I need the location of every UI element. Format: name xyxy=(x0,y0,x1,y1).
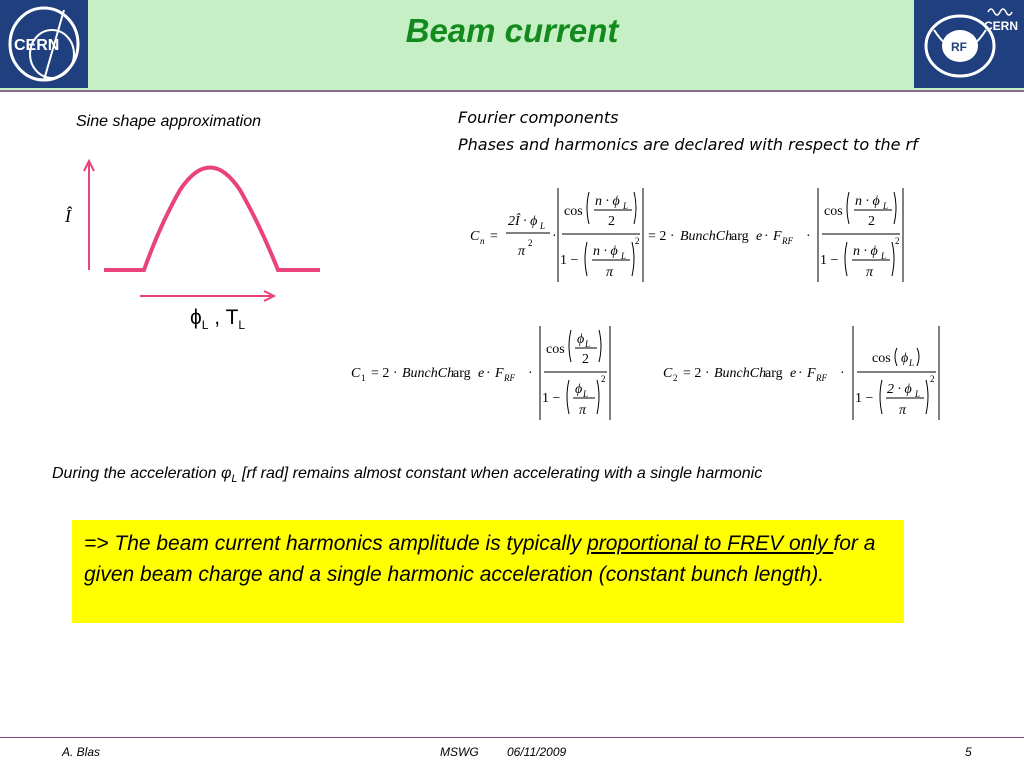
cn-den-pi2: π xyxy=(606,265,614,280)
footer-author: A. Blas xyxy=(62,745,101,759)
cn-dot-3: · xyxy=(806,229,811,244)
c1-cos-num: ϕ xyxy=(577,332,585,347)
cern-rf-logo xyxy=(914,0,1024,88)
c2-one-minus: 1 − xyxy=(855,391,874,406)
c1-dot-2: · xyxy=(528,366,533,381)
cn2-one-minus: 1 − xyxy=(820,253,839,268)
conclusion-part-1: => The beam current harmonics amplitude is typically xyxy=(84,532,588,555)
cn2-den-num: n · ϕ xyxy=(853,244,878,259)
sine-caption: Sine shape approximation xyxy=(76,113,262,130)
slide-title: Beam current xyxy=(405,12,619,49)
t-label: , T xyxy=(208,306,239,329)
cn-cos-num-sub: L xyxy=(623,201,629,211)
sine-pulse-diagram xyxy=(40,145,380,385)
c2-cos: cos xyxy=(872,351,891,366)
cn-cos-den: 2 xyxy=(608,214,615,229)
c1-symbol: C xyxy=(351,366,361,381)
cern-small-text: CERN xyxy=(984,19,1019,33)
slide-footer xyxy=(0,737,1024,769)
cn-bunch: BunchCh xyxy=(680,229,733,244)
footer-meeting: MSWG xyxy=(440,745,479,759)
c2-den-num: 2 · ϕ xyxy=(887,382,912,397)
fourier-caption xyxy=(458,104,918,158)
c1-den-num-sub: L xyxy=(583,389,589,399)
cn2-cos-num: n · ϕ xyxy=(855,194,880,209)
c1-dot: · xyxy=(486,366,491,381)
equation-cn xyxy=(460,180,920,290)
cn-num-sub: L xyxy=(540,221,546,231)
t-subscript: L xyxy=(238,318,246,333)
cn2-cos: cos xyxy=(824,204,843,219)
c1-cos-den: 2 xyxy=(582,352,589,367)
cn2-den-pi: π xyxy=(866,265,874,280)
cn-cos: cos xyxy=(564,204,583,219)
c1-cos-num-sub: L xyxy=(585,339,591,349)
cn-e: e xyxy=(756,229,763,244)
c1-one-minus: 1 − xyxy=(542,391,561,406)
equation-c2 xyxy=(657,322,957,422)
pulse-width-label xyxy=(190,306,245,332)
phi-subscript: L xyxy=(201,318,209,333)
equation-c1 xyxy=(345,322,635,422)
cn-arg: arg xyxy=(731,229,749,244)
footer-date: 06/11/2009 xyxy=(507,745,567,759)
c1-e: e xyxy=(478,366,485,381)
cn-equals-2: = 2 · xyxy=(648,229,675,244)
cn-dot-2: · xyxy=(764,229,769,244)
cn-den-num-sub: L xyxy=(621,251,627,261)
cern-logo-text: CERN xyxy=(14,37,60,54)
footer-page-number: 5 xyxy=(965,745,972,759)
cn2-den-num-sub: L xyxy=(881,251,887,261)
c1-two-dot: = 2 · xyxy=(371,366,398,381)
c2-f: F xyxy=(807,366,816,381)
statement-pre: During the acceleration φ xyxy=(52,465,232,482)
c1-f-sub: RF xyxy=(504,373,515,383)
c1-sub: 1 xyxy=(361,373,366,383)
c1-den-num: ϕ xyxy=(575,382,583,397)
c1-cos: cos xyxy=(546,342,565,357)
c2-cos-arg: ϕ xyxy=(901,351,909,366)
i-hat-symbol: Î xyxy=(65,206,71,226)
c2-symbol: C xyxy=(663,366,673,381)
c2-cos-arg-sub: L xyxy=(909,358,915,368)
conclusion-part-2: for a given beam charge and a single harmonic acceleration (constant bunch length). xyxy=(84,532,876,586)
cn2-den-exp: 2 xyxy=(895,236,900,246)
pulse-curve xyxy=(104,168,320,271)
fourier-line-2: Phases and harmonics are declared with respect to the rf xyxy=(458,135,918,154)
c2-f-sub: RF xyxy=(816,373,827,383)
cn-dot: · xyxy=(552,229,557,244)
cn-cos-num: n · ϕ xyxy=(595,194,620,209)
cn2-cos-num-sub: L xyxy=(883,201,889,211)
statement-sub: L xyxy=(231,473,238,486)
cn-den-num: n · ϕ xyxy=(593,244,618,259)
slide-header xyxy=(0,0,1024,92)
c1-den-exp: 2 xyxy=(601,374,606,384)
c2-two-dot: = 2 · xyxy=(683,366,710,381)
phi-symbol: ϕ xyxy=(190,306,202,329)
c1-arg: arg xyxy=(453,366,471,381)
c2-den-pi: π xyxy=(899,403,907,418)
cn-one-minus: 1 − xyxy=(560,253,579,268)
c2-dot-2: · xyxy=(840,366,845,381)
cn-den-pi: π xyxy=(518,244,526,259)
c1-bunch: BunchCh xyxy=(402,366,455,381)
acceleration-statement xyxy=(52,465,762,485)
cn-sub: n xyxy=(480,236,485,246)
rf-logo-text: RF xyxy=(951,40,967,54)
c2-arg: arg xyxy=(765,366,783,381)
c2-dot: · xyxy=(798,366,803,381)
statement-post: [rf rad] remains almost constant when accelerating with a single harmonic xyxy=(237,465,763,482)
c2-den-num-sub: L xyxy=(915,389,921,399)
c1-den-pi: π xyxy=(579,403,587,418)
cn-equals: = xyxy=(490,229,498,244)
c2-bunch: BunchCh xyxy=(714,366,767,381)
cn-den-exp2: 2 xyxy=(635,236,640,246)
cn-f: F xyxy=(773,229,782,244)
conclusion-box xyxy=(72,520,904,623)
conclusion-underlined: proportional to FREV only xyxy=(587,532,834,555)
cn-den-exp: 2 xyxy=(528,238,533,248)
c2-den-exp: 2 xyxy=(930,374,935,384)
c2-sub: 2 xyxy=(673,373,678,383)
cn-numerator: 2Î · ϕ xyxy=(508,214,538,229)
c1-f: F xyxy=(495,366,504,381)
cn-f-sub: RF xyxy=(782,236,793,246)
cn2-cos-den: 2 xyxy=(868,214,875,229)
c2-e: e xyxy=(790,366,797,381)
cern-rf-logo-icon xyxy=(914,0,1024,88)
cn-symbol: C xyxy=(470,229,480,244)
fourier-line-1: Fourier components xyxy=(458,108,619,127)
coil-icon xyxy=(988,9,1012,15)
